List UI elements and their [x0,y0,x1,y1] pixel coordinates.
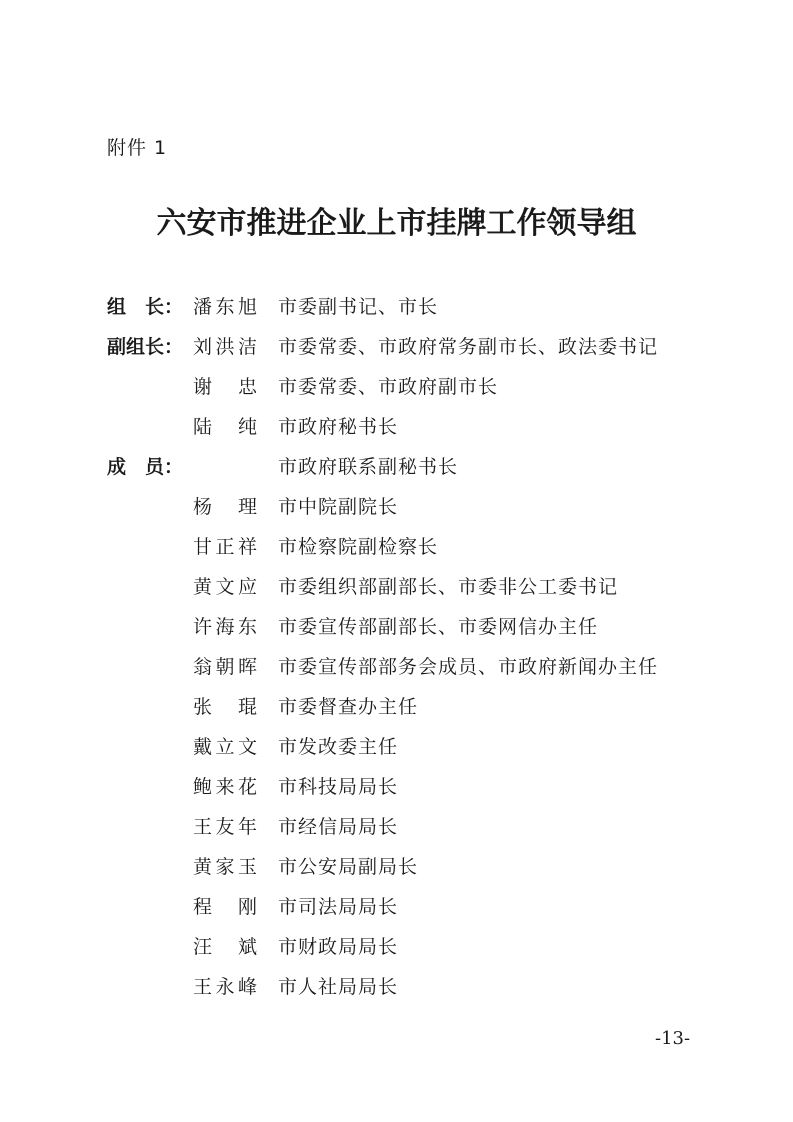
member-row [0,727,793,767]
member-position: 市政府联系副秘书长 [278,456,459,478]
member-position: 市委常委、市政府副市长 [278,376,499,398]
member-position: 市司法局局长 [278,896,399,918]
member-name: 甘 正 祥 [193,536,257,558]
member-row [0,327,793,367]
member-row [0,407,793,447]
member-position: 市委常委、市政府常务副市长、政法委书记 [278,336,659,358]
member-position: 市经信局局长 [278,816,399,838]
member-position: 市人社局局长 [278,976,399,998]
member-name: 鲍 来 花 [193,776,257,798]
member-name: 潘 东 旭 [193,296,257,318]
member-row [0,847,793,887]
member-position: 市委宣传部副部长、市委网信办主任 [278,616,599,638]
member-name: 陆 纯 [193,416,257,438]
attachment-label: 附件 1 [107,137,168,159]
member-position: 市科技局局长 [278,776,399,798]
member-position: 市委组织部副部长、市委非公工委书记 [278,576,619,598]
member-name: 黄 家 玉 [193,856,257,878]
member-role: 成 员： [107,456,184,478]
member-row [0,887,793,927]
member-row [0,567,793,607]
member-name: 程 刚 [193,896,257,918]
member-name: 刘 洪 洁 [193,336,257,358]
member-name: 王 友 年 [193,816,257,838]
member-name: 杨 理 [193,496,257,518]
member-name: 许 海 东 [193,616,257,638]
member-name: 王 永 峰 [193,976,257,998]
member-position: 市政府秘书长 [278,416,399,438]
member-name: 翁 朝 晖 [193,656,257,678]
member-position: 市委副书记、市长 [278,296,439,318]
member-row [0,527,793,567]
member-role: 组 长： [107,296,184,318]
page-number: -13- [655,1028,691,1049]
member-position: 市委宣传部部务会成员、市政府新闻办主任 [278,656,659,678]
member-list [0,287,793,1007]
member-name: 张 琨 [193,696,257,718]
member-position: 市检察院副检察长 [278,536,439,558]
member-position: 市中院副院长 [278,496,399,518]
page-title: 六安市推进企业上市挂牌工作领导组 [156,206,637,241]
member-row [0,687,793,727]
member-position: 市公安局副局长 [278,856,419,878]
member-row [0,367,793,407]
member-position: 市发改委主任 [278,736,399,758]
member-name: 黄 文 应 [193,576,257,598]
member-row [0,927,793,967]
member-row [0,447,793,487]
member-row [0,647,793,687]
member-row [0,607,793,647]
member-row [0,487,793,527]
member-row [0,767,793,807]
member-position: 市财政局局长 [278,936,399,958]
member-row [0,287,793,327]
member-name: 谢 忠 [193,376,257,398]
member-row [0,807,793,847]
member-row [0,967,793,1007]
member-position: 市委督查办主任 [278,696,419,718]
member-role: 副组长： [107,336,184,358]
member-name: 汪 斌 [193,936,257,958]
member-name: 戴 立 文 [193,736,257,758]
